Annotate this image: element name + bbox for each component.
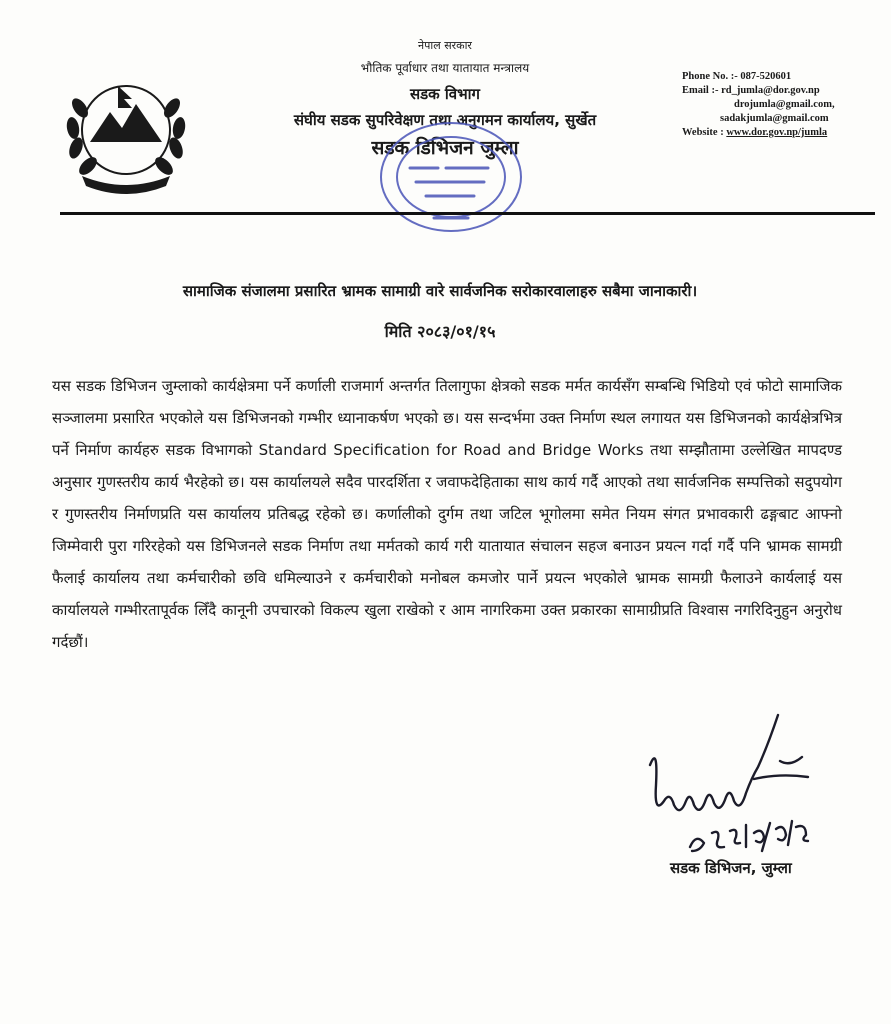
- notice-body: यस सडक डिभिजन जुम्लाको कार्यक्षेत्रमा पर्ने कर्णाली राजमार्ग अन्तर्गत तिलागुफा क्षेत्रको सडक मर्मत कार्यसँग सम्बन्धि भिडियो एवं फोटो सामाजिक सञ्जालमा प्रसारित भएकोले यस डिभिजनको गम्भीर ध्यानाकर्षण भएको छ। यस सन्दर्भमा उक्त निर्माण स्थल लगायत यस डिभिजनको कार्यक्षेत्रभित्र पर्ने निर्माण कार्यहरु सडक विभागको Standard Specification for Road and Bridge Works तथा सम्झौतामा उल्लेखित मापदण्ड अनुसार गुणस्तरीय कार्य भैरहेको छ। यस कार्यालयले सदैव पारदर्शिता र जवाफदेहिताका साथ कार्य गर्दै आएको तथा सार्वजनिक सम्पत्तिको सदुपयोग र गुणस्तरीय निर्माणप्रति यस कार्यालय प्रतिबद्ध रहेको छ। कर्णालीको दुर्गम तथा जटिल भूगोलमा समेत नियम संगत प्रभावकारी ढङ्गबाट आफ्नो जिम्मेवारी पुरा गरिरहेको यस डिभिजनले सडक निर्माण तथा मर्मतको कार्य गरी यातायात संचालन सहज बनाउन प्रयत्न गर्दा गर्दै पनि भ्रामक सामग्री फैलाई कार्यालय तथा कर्मचारीको छवि धमिल्याउने र कर्मचारीको मनोबल कमजोर पार्ने प्रयत्न भएकोले भ्रामक सामग्री फैलाउने कार्यलाई यस कार्यालयले गम्भीरतापूर्वक लिँदै कानूनी उपचारको विकल्प खुला राखेको र आम नागरिकमा उक्त प्रकारका सामाग्रीप्रति विश्वास नगरिदिनुहुन अनुरोध गर्दछौं।: [52, 377, 842, 651]
- department-name: सडक विभाग: [409, 85, 480, 103]
- division-name: सडक डिभिजन जुम्ला: [371, 137, 519, 159]
- email-secondary: drojumla@gmail.com,: [734, 99, 835, 110]
- nepal-emblem-icon: [60, 68, 192, 196]
- email-primary: Email :- rd_jumla@dor.gov.np: [682, 85, 820, 96]
- phone-number: Phone No. :- 087-520601: [682, 71, 792, 82]
- government-name: नेपाल सरकार: [418, 39, 472, 52]
- office-stamp-icon: [376, 118, 526, 236]
- email-tertiary: sadakjumla@gmail.com: [720, 113, 829, 124]
- header-divider: [60, 212, 875, 215]
- website-row: [682, 126, 887, 140]
- notice-date: मिति २०८३/०१/१५: [384, 322, 496, 341]
- notice-subject: सामाजिक संजालमा प्रसारित भ्रामक सामाग्री वारे सार्वजनिक सरोकारवालाहरु सबैमा जानाकारी।: [182, 282, 698, 300]
- handwritten-signature-icon: [630, 705, 830, 855]
- signatory-label: सडक डिभिजन, जुम्ला: [670, 859, 792, 877]
- contact-block: [682, 70, 887, 140]
- website-label: Website :: [682, 127, 724, 138]
- website-link[interactable]: www.dor.gov.np/jumla: [726, 127, 828, 138]
- ministry-name: भौतिक पूर्वाधार तथा यातायात मन्त्रालय: [360, 61, 530, 75]
- office-name: संघीय सडक सुपरिवेक्षण तथा अनुगमन कार्यालय, सुर्खेत: [293, 111, 597, 129]
